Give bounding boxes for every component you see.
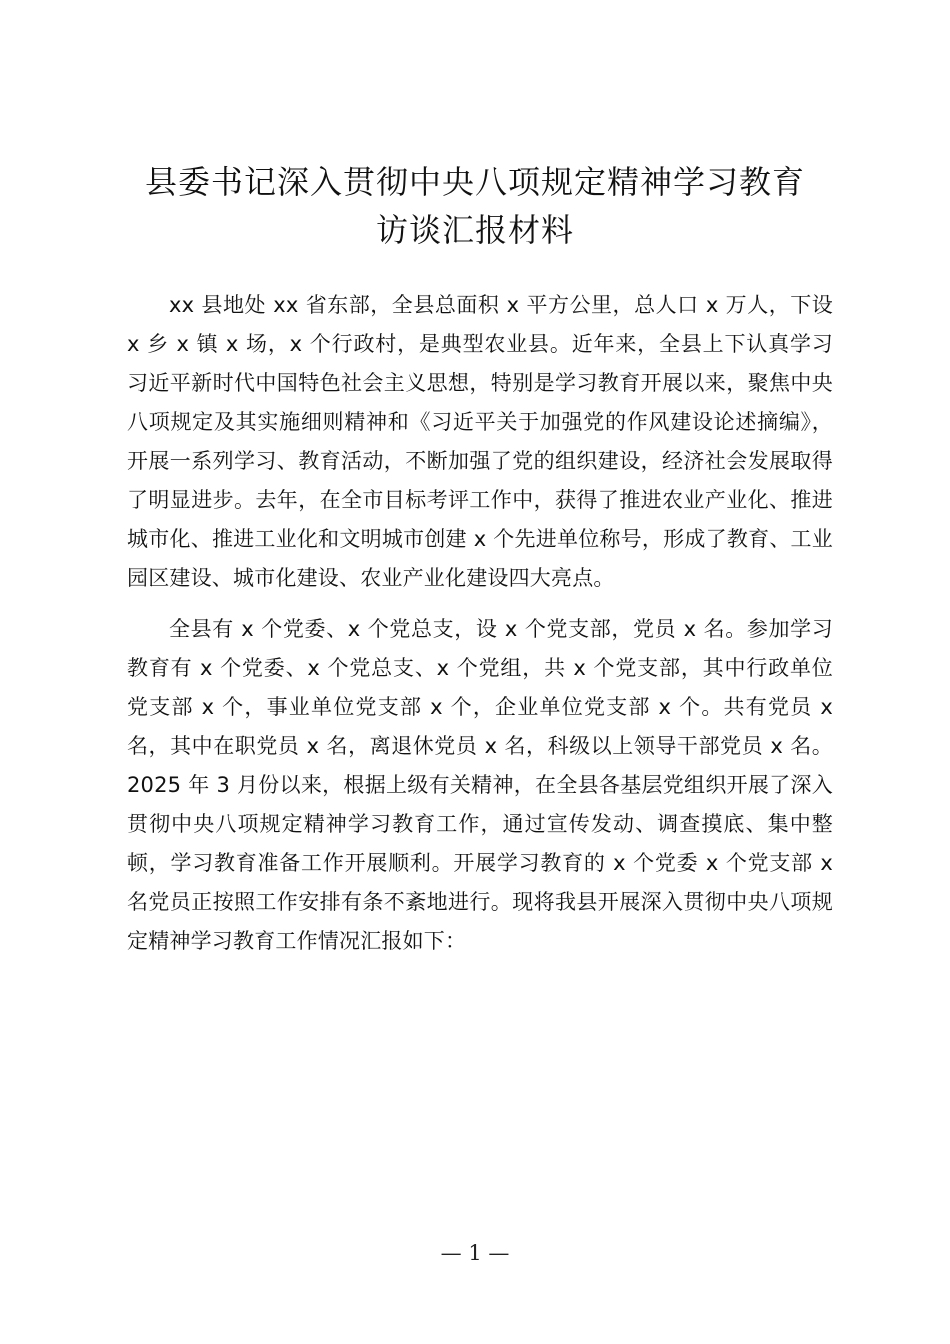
title-line-2: 访谈汇报材料 [375, 211, 574, 249]
document-title [110, 158, 840, 254]
page-number: — 1 — [440, 1241, 510, 1265]
document-body [127, 286, 833, 961]
paragraph-2: 全县有 x 个党委、x 个党总支，设 x 个党支部，党员 x 名。参加学习教育有 x 个党委、x 个党总支、x 个党组，共 x 个党支部，其中行政单位党支部 x 个，事业单位党支部 x 个，企业单位党支部 x 个。共有党员 x 名，其中在职党员 x 名，离退休党员 x 名，科级以上领导干部党员 x 名。2025 年 3 月份以来，根据上级有关精神，在全县各基层党组织开展了深入贯彻中央八项规定精神学习教育工作，通过宣传发动、调查摸底、集中整顿，学习教育准备工作开展顺利。开展学习教育的 x 个党委 x 个党支部 x 名党员正按照工作安排有条不紊地进行。现将我县开展深入贯彻中央八项规定精神学习教育工作情况汇报如下： [127, 617, 833, 953]
paragraph-1: xx 县地处 xx 省东部，全县总面积 x 平方公里，总人口 x 万人，下设 x 乡 x 镇 x 场，x 个行政村，是典型农业县。近年来，全县上下认真学习习近平新时代中国特色社会主义思想，特别是学习教育开展以来，聚焦中央八项规定及其实施细则精神和《习近平关于加强党的作风建设论述摘编》，开展一系列学习、教育活动，不断加强了党的组织建设，经济社会发展取得了明显进步。去年，在全市目标考评工作中，获得了推进农业产业化、推进城市化、推进工业化和文明城市创建 x 个先进单位称号，形成了教育、工业园区建设、城市化建设、农业产业化建设四大亮点。 [127, 293, 833, 590]
title-line-1: 县委书记深入贯彻中央八项规定精神学习教育 [144, 163, 805, 201]
